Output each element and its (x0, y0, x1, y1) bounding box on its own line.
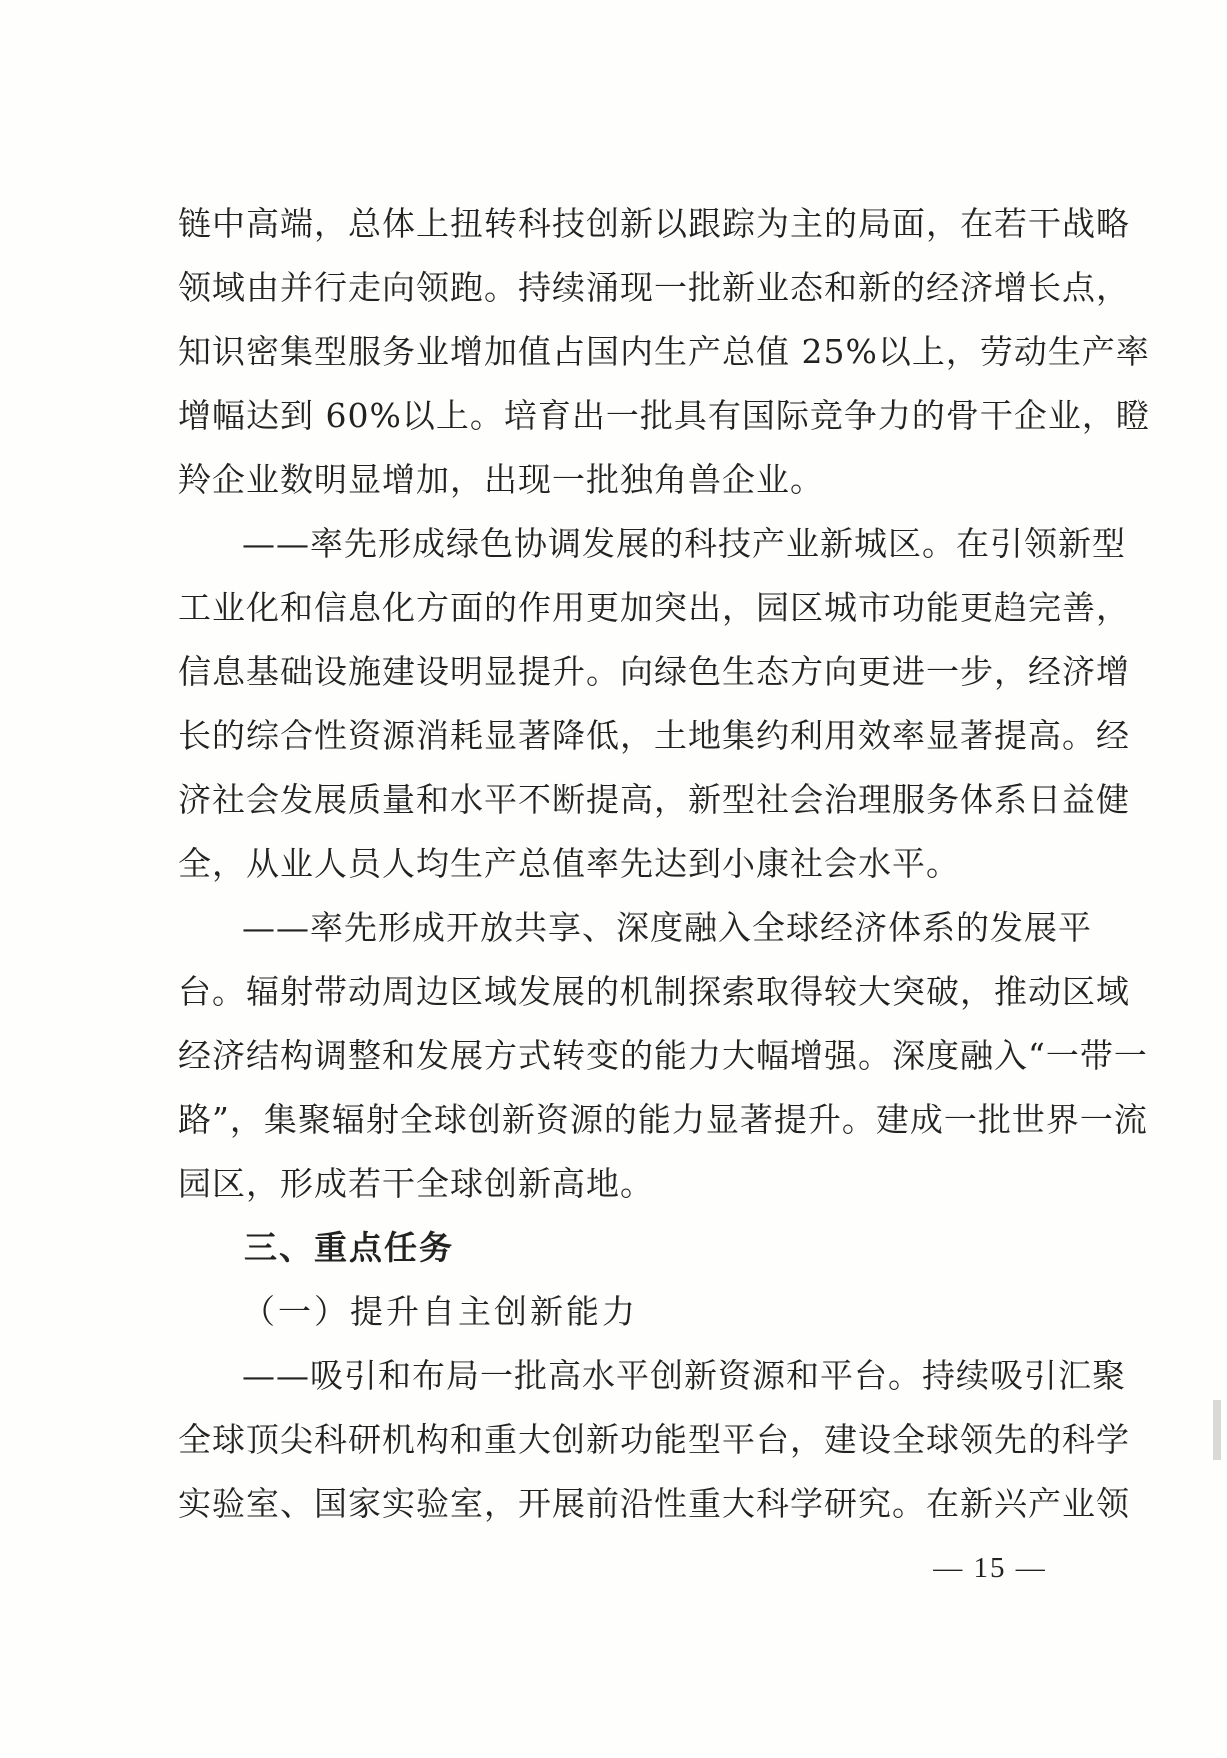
page-number: — 15 — (933, 1552, 1047, 1584)
paragraph-2-line: 工业化和信息化方面的作用更加突出，园区城市功能更趋完善， (178, 588, 1130, 627)
subsection-heading: （一）提升自主创新能力 (242, 1292, 638, 1331)
paragraph-3-line: 经济结构调整和发展方式转变的能力大幅增强。深度融入“一带一 (178, 1036, 1148, 1075)
paragraph-2-line: 全，从业人员人均生产总值率先达到小康社会水平。 (178, 844, 960, 883)
paragraph-2-line: 济社会发展质量和水平不断提高，新型社会治理服务体系日益健 (178, 780, 1130, 819)
paragraph-4-line: ——吸引和布局一批高水平创新资源和平台。持续吸引汇聚 (242, 1356, 1126, 1395)
paragraph-1-line: 领域由并行走向领跑。持续涌现一批新业态和新的经济增长点， (178, 268, 1130, 307)
paragraph-1-line: 链中高端，总体上扭转科技创新以跟踪为主的局面，在若干战略 (178, 204, 1130, 243)
paragraph-3-line: 路”，集聚辐射全球创新资源的能力显著提升。建成一批世界一流 (178, 1100, 1148, 1139)
paragraph-3-line: 园区，形成若干全球创新高地。 (178, 1164, 654, 1203)
paragraph-1-line: 知识密集型服务业增加值占国内生产总值 25%以上，劳动生产率 (178, 332, 1150, 371)
paragraph-4-line: 实验室、国家实验室，开展前沿性重大科学研究。在新兴产业领 (178, 1484, 1130, 1523)
paragraph-3-line: 台。辐射带动周边区域发展的机制探索取得较大突破，推动区域 (178, 972, 1130, 1011)
scan-edge-mark (1213, 1400, 1221, 1460)
paragraph-3-line: ——率先形成开放共享、深度融入全球经济体系的发展平 (242, 908, 1092, 947)
paragraph-1-line: 羚企业数明显增加，出现一批独角兽企业。 (178, 460, 824, 499)
paragraph-4-line: 全球顶尖科研机构和重大创新功能型平台，建设全球领先的科学 (178, 1420, 1130, 1459)
document-body (178, 192, 1150, 1536)
paragraph-2-line: 信息基础设施建设明显提升。向绿色生态方向更进一步，经济增 (178, 652, 1130, 691)
paragraph-2-line: ——率先形成绿色协调发展的科技产业新城区。在引领新型 (242, 524, 1126, 563)
section-heading: 三、重点任务 (244, 1228, 454, 1267)
paragraph-2-line: 长的综合性资源消耗显著降低，土地集约利用效率显著提高。经 (178, 716, 1130, 755)
paragraph-1-line: 增幅达到 60%以上。培育出一批具有国际竞争力的骨干企业，瞪 (178, 396, 1150, 435)
